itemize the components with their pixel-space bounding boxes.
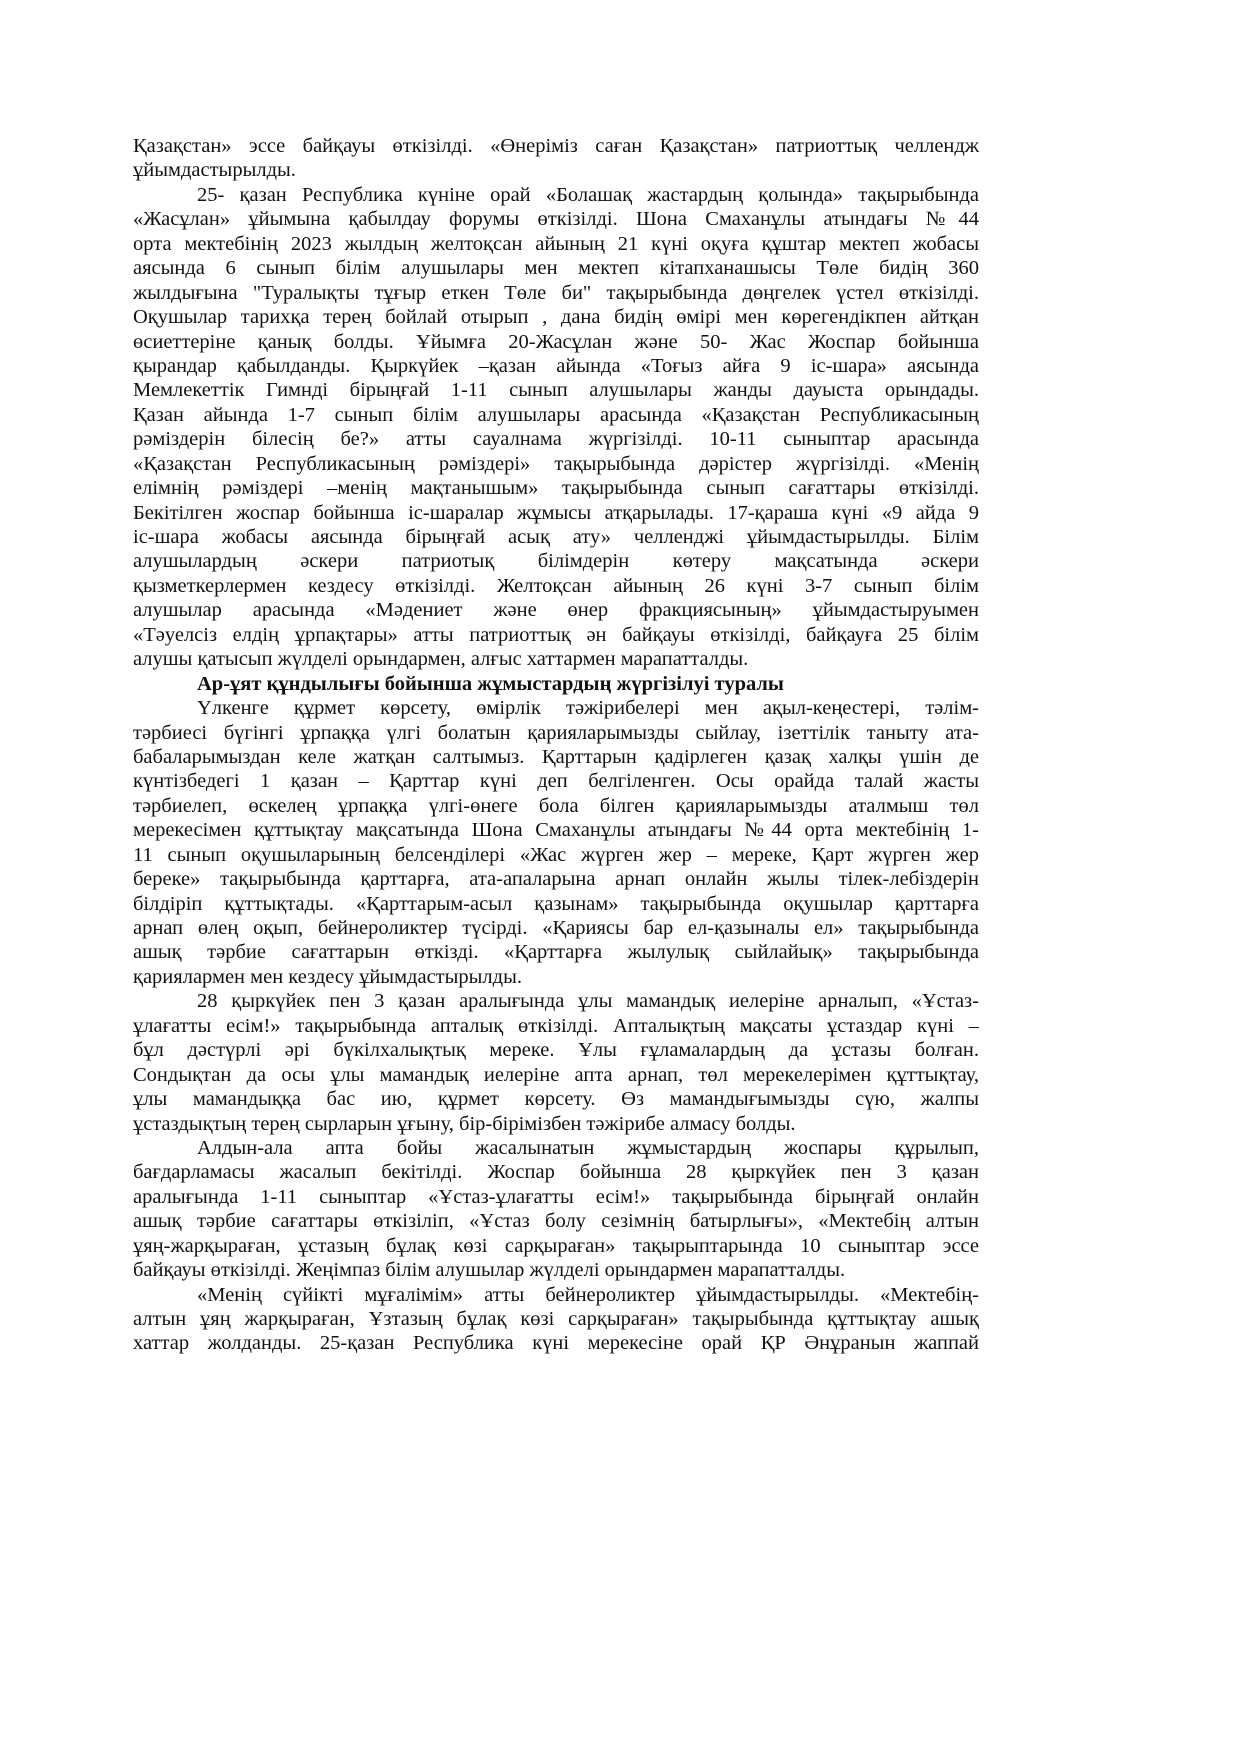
text-line: рәміздерін білесің бе?» атты сауалнама жүргізілді. 10-11 сыныптар арасында [133, 428, 979, 451]
text-line: ашық тәрбие сағаттары өткізіліп, «Ұстаз болу сезімнің батырлығы», «Мектебің алтын [133, 1210, 979, 1233]
text-line: «Тәуелсіз елдің ұрпақтары» атты патриоттық ән байқауы өткізілді, байқауға 25 білім [133, 623, 979, 646]
text-line: Сондықтан да осы ұлы мамандық иелеріне апта арнап, төл мерекелерімен құттықтау, [133, 1063, 979, 1086]
text-line: аясында 6 сынып білім алушылары мен мектеп кітапханашысы Төле бидің 360 [133, 257, 979, 280]
text-line: ұлағатты есім!» тақырыбында апталық өткізілді. Апталықтың мақсаты ұстаздар күні – [133, 1014, 979, 1037]
text-line: 11 сынып оқушыларының белсенділері «Жас жүрген жер – мереке, Қарт жүрген жер [133, 843, 979, 866]
text-line: жылдығына "Туралықты тұғыр еткен Төле би" тақырыбында дөңгелек үстел өткізілді. [133, 281, 979, 304]
text-line: байқауы өткізілді. Жеңімпаз білім алушылар жүлделі орындармен марапатталды. [133, 1259, 846, 1282]
text-line: алушылардың әскери патриотық білімдерін көтеру мақсатында әскери [133, 550, 979, 573]
document-body [133, 134, 979, 1356]
text-line: Мемлекеттік Гимнді бірыңғай 1-11 сынып алушылары жанды дауыста орындады. [133, 379, 979, 402]
text-line: алтын ұяң жарқыраған, Ұзтазың бұлақ көзі сарқыраған» тақырыбында құттықтау ашық [133, 1308, 979, 1330]
text-line: қырандар қабылданды. Қыркүйек –қазан айында «Тоғыз айға 9 іс-шара» аясында [133, 354, 979, 377]
text-line: 25- қазан Республика күніне орай «Болашақ жастардың қолында» тақырыбында [197, 183, 979, 206]
text-line: береке» тақырыбында қарттарға, ата-апаларына арнап онлайн жылы тілек-лебіздерін [133, 868, 979, 891]
section-heading: Ар-ұят құндылығы бойынша жұмыстардың жүргізілуі туралы [197, 672, 784, 695]
text-line: қызметкерлермен кездесу өткізілді. Желтоқсан айының 26 күні 3-7 сынып білім [133, 574, 979, 597]
text-line: ұйымдастырылды. [133, 159, 296, 182]
text-line: күнтізбедегі 1 қазан – Қарттар күні деп белгіленген. Осы орайда талай жасты [133, 770, 979, 793]
text-line: өсиеттеріне қанық болды. Ұйымға 20-Жасұлан және 50- Жас Жоспар бойынша [133, 330, 979, 353]
text-line: Қазан айында 1-7 сынып білім алушылары арасында «Қазақстан Республикасының [133, 403, 979, 426]
text-line: алушылар арасында «Мәдениет және өнер фракциясының» ұйымдастыруымен [133, 599, 979, 622]
text-line: бағдарламасы жасалып бекітілді. Жоспар бойынша 28 қыркүйек пен 3 қазан [133, 1161, 979, 1184]
text-line: қариялармен мен кездесу ұйымдастырылды. [133, 965, 522, 988]
text-line: бабаларымыздан келе жатқан салтымыз. Қарттарын қадірлеген қазақ халқы үшін де [133, 745, 979, 768]
text-line: ашық тәрбие сағаттарын өткізді. «Қарттарға жылулық сыйлайық» тақырыбында [133, 941, 979, 964]
text-line: арнап өлең оқып, бейнероликтер түсірді. «Қариясы бар ел-қазыналы ел» тақырыбында [133, 917, 979, 939]
text-line: Үлкенге құрмет көрсету, өмірлік тәжірибелері мен ақыл-кеңестері, тәлім- [197, 697, 979, 720]
text-line: Бекітілген жоспар бойынша іс-шаралар жұмысы атқарылады. 17-қараша күні «9 айда 9 [133, 501, 979, 524]
text-line: іс-шара жобасы аясында бірыңғай асық ату» челленджі ұйымдастырылды. Білім [133, 526, 979, 548]
text-line: Алдын-ала апта бойы жасалынатын жұмыстардың жоспары құрылып, [197, 1136, 979, 1159]
text-line: «Қазақстан Республикасының рәміздері» тақырыбында дәрістер жүргізілді. «Менің [133, 452, 979, 475]
text-line: ұстаздықтың терең сырларын ұғыну, бір-бірімізбен тәжірибе алмасу болды. [133, 1112, 796, 1135]
text-line: тәрбиесі бүгінгі ұрпаққа үлгі болатын қарияларымызды сыйлау, ізеттілік таныту ата- [133, 721, 979, 744]
text-line: «Жасұлан» ұйымына қабылдау форумы өткізілді. Шона Смаханұлы атындағы №44 [133, 208, 979, 231]
text-line: «Менің сүйікті мұғалімім» атты бейнероликтер ұйымдастырылды. «Мектебің- [197, 1283, 979, 1306]
text-line: бұл дәстүрлі әрі бүкілхалықтық мереке. Ұлы ғұламалардың да ұстазы болған. [133, 1039, 979, 1062]
text-line: тәрбиелеп, өскелең ұрпаққа үлгі-өнеге бола білген қарияларымызды аталмыш төл [133, 794, 979, 817]
text-line: алушы қатысып жүлделі орындармен, алғыс хаттармен марапатталды. [133, 648, 749, 671]
text-line: Оқушылар тарихқа терең бойлай отырып , дана бидің өмірі мен көрегендікпен айтқан [133, 306, 979, 329]
text-line: ұяң-жарқыраған, ұстазың бұлақ көзі сарқыраған» тақырыптарында 10 сыныптар эссе [133, 1234, 979, 1257]
text-line: 28 қыркүйек пен 3 қазан аралығында ұлы мамандық иелеріне арналып, «Ұстаз- [197, 990, 979, 1013]
text-line: аралығында 1-11 сыныптар «Ұстаз-ұлағатты есім!» тақырыбында бірыңғай онлайн [133, 1185, 979, 1208]
text-line: орта мектебінің 2023 жылдың желтоқсан айының 21 күні оқуға құштар мектеп жобасы [133, 232, 979, 255]
text-line: білдіріп құттықтады. «Қарттарым-асыл қазынам» тақырыбында оқушылар қарттарға [133, 892, 979, 915]
text-line: мерекесімен құттықтау мақсатында Шона Смаханұлы атындағы №44 орта мектебінің 1- [133, 819, 979, 842]
text-line: ұлы мамандыққа бас ию, құрмет көрсету. Өз мамандығымызды сүю, жалпы [133, 1088, 979, 1111]
text-line: Қазақстан» эссе байқауы өткізілді. «Өнеріміз саған Қазақстан» патриоттық челлендж [133, 135, 979, 157]
text-line: елімнің рәміздері –менің мақтанышым» тақырыбында сынып сағаттары өткізілді. [133, 477, 979, 500]
text-line: хаттар жолданды. 25-қазан Республика күні мерекесіне орай ҚР Әнұранын жаппай [133, 1332, 979, 1355]
